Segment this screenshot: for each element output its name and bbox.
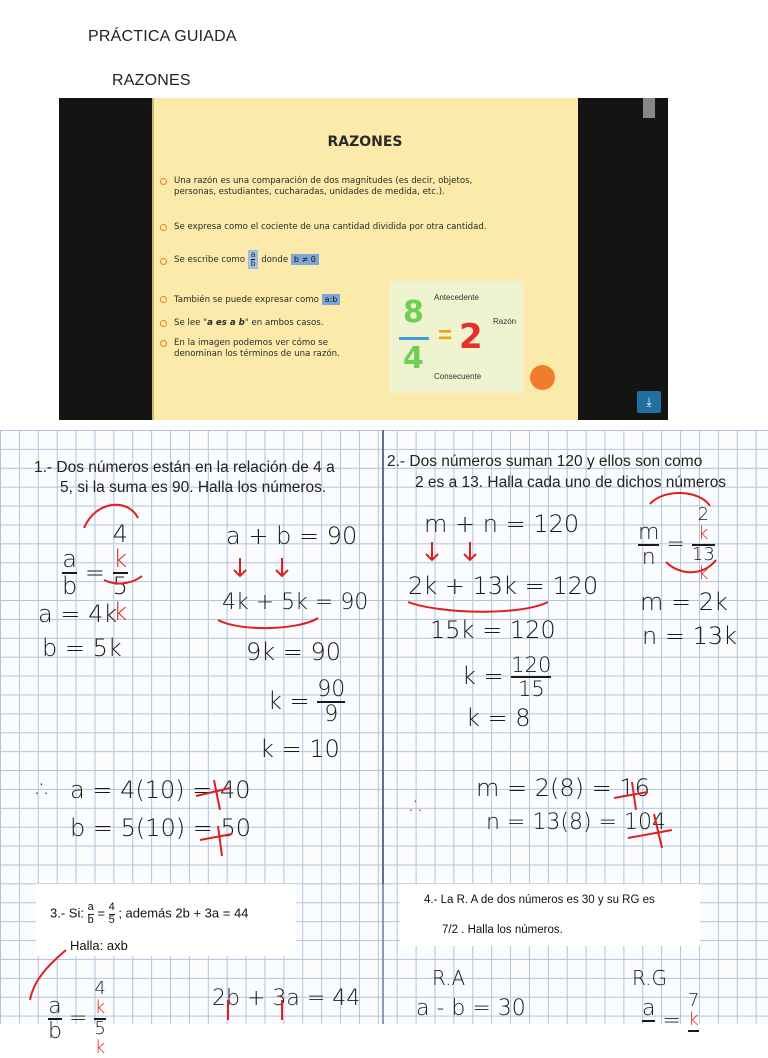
slide-bullet: Se lee "a es a b" en ambos casos. xyxy=(174,318,494,329)
equals-sign: = xyxy=(438,322,453,349)
equation-2b-3a: 2b + 3a = 44 xyxy=(212,986,361,1011)
underbrace xyxy=(408,602,548,612)
ratio-fraction-2: $\frac{m}{n}$ = 2 k 13 k xyxy=(638,504,715,584)
therefore-symbol: ∴ xyxy=(36,775,52,803)
nine-k-equation: 9k = 90 xyxy=(246,638,342,666)
problem-4-line2: 7/2 . Halla los números. xyxy=(442,924,563,936)
m-equals-2k: m = 2k xyxy=(640,588,728,616)
column-divider xyxy=(382,430,384,894)
bullet-dot-icon xyxy=(160,296,167,303)
result-n: n = 13(8) = 104 xyxy=(486,810,666,835)
problem-4-card xyxy=(400,884,700,946)
sum-equation-2: m + n = 120 xyxy=(424,510,580,538)
b-equals-5k: b = 5k xyxy=(42,634,122,662)
problem-2-line2: 2 es a 13. Halla cada uno de dichos números xyxy=(415,474,727,491)
problem-1-line2: 5, si la suma es 90. Halla los números. xyxy=(60,479,327,496)
underbrace xyxy=(218,618,318,628)
fraction-bar xyxy=(399,337,429,340)
k-fraction: k = $\frac{90}{9}$ xyxy=(268,677,346,728)
download-icon: ⤓ xyxy=(646,395,652,409)
down-arrow xyxy=(464,542,476,560)
slide-title: RAZONES xyxy=(327,134,403,150)
antecedent-number: 8 xyxy=(403,295,424,330)
a-equals-4k: a = 4k xyxy=(38,600,118,628)
slide xyxy=(152,98,578,420)
antecedent-label: Antecedente xyxy=(434,293,479,302)
download-button[interactable] xyxy=(637,391,661,413)
ra-equation: a - b = 30 xyxy=(416,996,526,1021)
k-result: k = 10 xyxy=(260,735,340,763)
down-arrow xyxy=(276,558,288,576)
fraction-a-over-b: $\frac{a}{b}$ xyxy=(248,250,259,269)
result-m: m = 2(8) = 16 xyxy=(476,774,650,802)
page-subtitle: RAZONES xyxy=(112,72,191,89)
n-equals-13k: n = 13k xyxy=(642,622,738,650)
problem-3-line1: 3.- Si: $\frac{a}{b}$ = $\frac{4}{5}$ ; además 2b + 3a = 44 xyxy=(50,901,249,926)
page-title: PRÁCTICA GUIADA xyxy=(88,28,237,45)
consequent-number: 4 xyxy=(403,341,424,376)
slide-edge xyxy=(152,98,154,420)
bullet-dot-icon xyxy=(160,224,167,231)
problem-1-line1: 1.- Dos números están en la relación de 4 a xyxy=(34,459,335,476)
problem-3-card xyxy=(36,884,296,956)
slide-bullet: En la imagen podemos ver cómo se denominan los términos de una razón. xyxy=(174,338,364,360)
problem-3-line2: Halla: axb xyxy=(70,938,128,953)
problem-2-line1: 2.- Dos números suman 120 y ellos son como xyxy=(387,453,703,470)
down-arrow xyxy=(234,558,246,576)
slide-bullet: Se escribe como $\frac{a}{b}$ donde b ≠ 0 xyxy=(174,250,494,269)
sum-equation: a + b = 90 xyxy=(226,522,358,550)
ratio-diagram xyxy=(389,281,524,393)
ratio-result: 2 xyxy=(459,317,483,357)
substituted-equation: 4k + 5k = 90 xyxy=(222,590,369,615)
bullet-dot-icon xyxy=(160,178,167,185)
notebook-grid xyxy=(0,430,768,1058)
bullet-dot-icon xyxy=(160,320,167,327)
bullet-dot-icon xyxy=(160,258,167,265)
record-dot-icon xyxy=(530,365,555,390)
ra-label: R.A xyxy=(432,966,466,990)
bookmark-icon[interactable] xyxy=(643,98,655,118)
k-fraction-2: k = $\frac{120}{15}$ xyxy=(462,653,552,702)
consequent-label: Consecuente xyxy=(434,372,482,381)
ratio-fraction: $\frac{a}{b}$ = 4 k 5 k xyxy=(62,520,128,626)
slide-bullet: Se expresa como el cociente de una cantidad dividida por otra cantidad. xyxy=(174,222,494,233)
fifteen-k-equation: 15k = 120 xyxy=(430,616,556,644)
k-result-2: k = 8 xyxy=(466,704,531,732)
problem-4-line1: 4.- La R. A de dos números es 30 y su RG es xyxy=(424,894,655,906)
slide-viewer[interactable] xyxy=(59,98,668,420)
substituted-equation-2: 2k + 13k = 120 xyxy=(408,572,599,600)
result-b: b = 5(10) = 50 xyxy=(70,814,252,842)
bullet-dot-icon xyxy=(160,340,167,347)
ratio-label: Razón xyxy=(493,317,517,326)
ratio-fraction-3: $\frac{a}{b}$ = 4 k 5 k xyxy=(48,978,106,1058)
down-arrow xyxy=(426,542,438,560)
column-divider xyxy=(382,884,384,1024)
slide-bullet: Una razón es una comparación de dos magnitudes (es decir, objetos, personas, estudiantes, cucharadas, unidades de medida, etc.). xyxy=(174,176,494,198)
therefore-symbol: ∴ xyxy=(410,792,426,820)
slide-bullet: También se puede expresar como a:b xyxy=(174,294,494,306)
rg-fraction: a = 7 k xyxy=(642,992,699,1051)
rg-label: R.G xyxy=(632,966,668,990)
result-a: a = 4(10) = 40 xyxy=(70,776,251,804)
